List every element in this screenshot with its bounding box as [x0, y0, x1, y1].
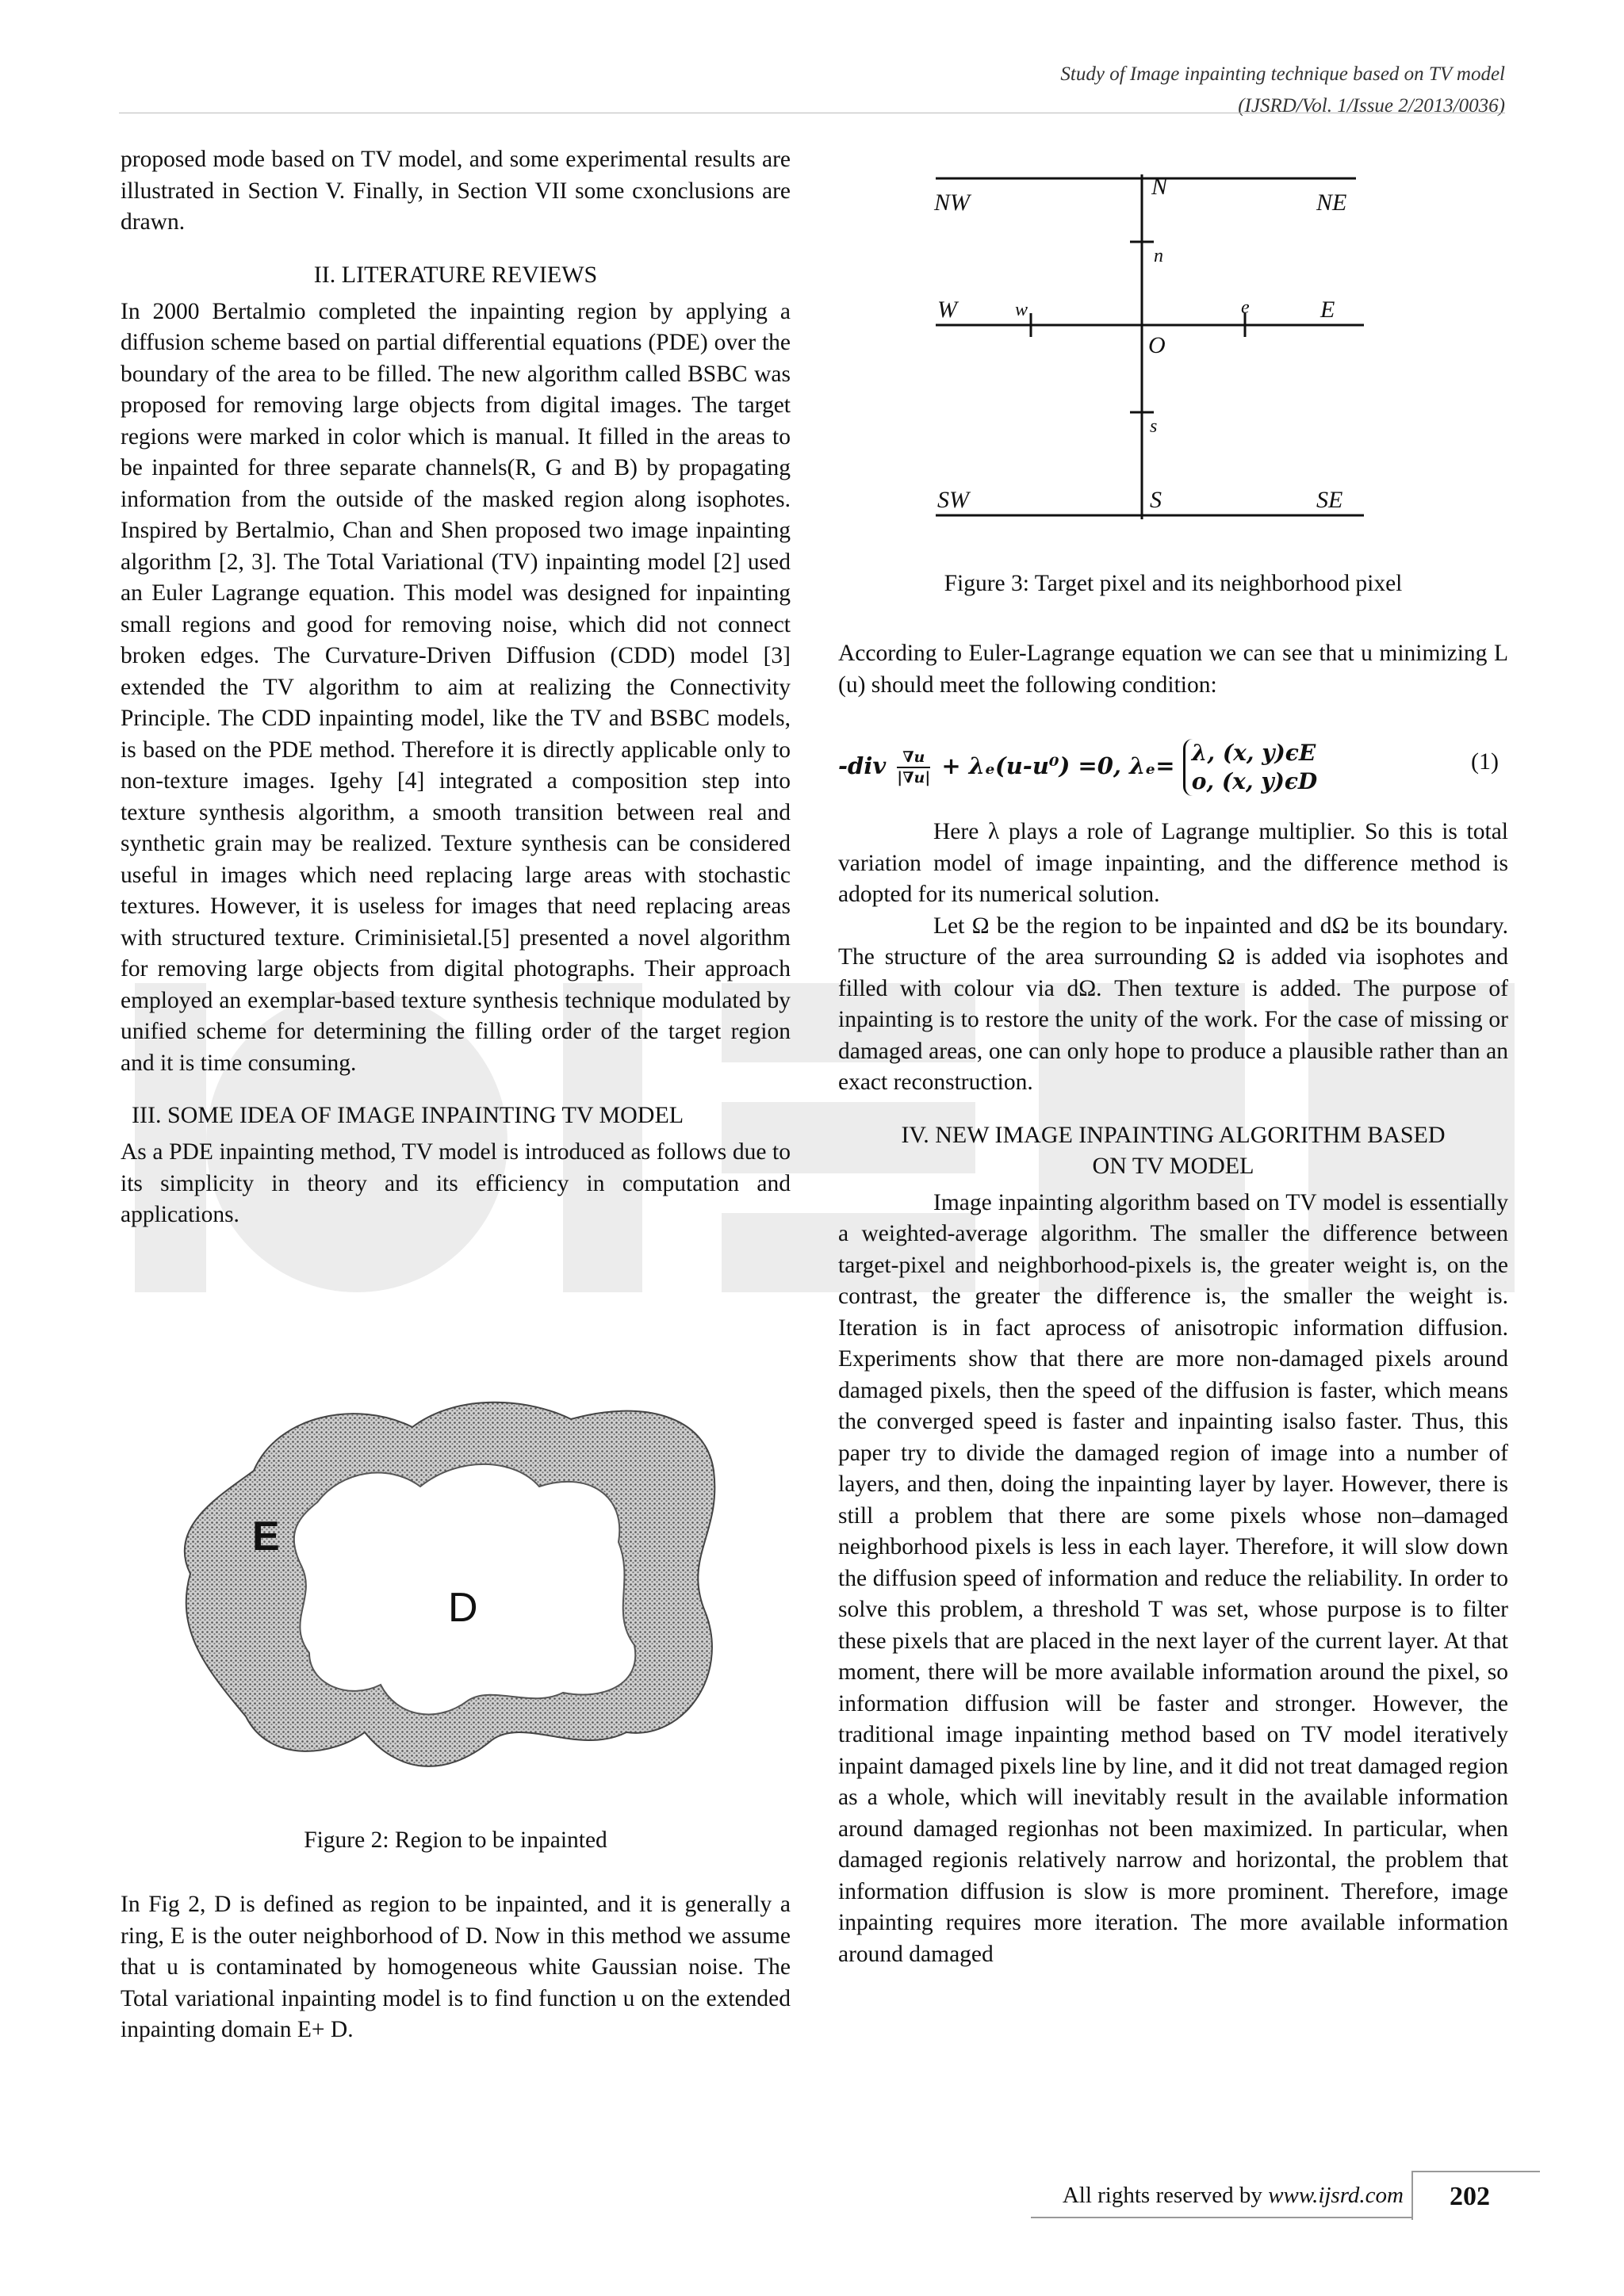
equation-fraction-numerator: ∇u: [897, 748, 930, 768]
omega-paragraph: Let Ω be the region to be inpainted and dΩ be its boundary. The structure of the area surrounding Ω is added via isophotes and filled with colour via dΩ. Then texture is added. The purpose of inpainting is to restore the unity of the work. For the case of missing or damaged areas, one can only hope to produce a plausible rather than an exact reconstruction.: [838, 913, 1508, 1095]
section-4-heading-line-1: IV. NEW IMAGE INPAINTING ALGORITHM BASED: [901, 1121, 1446, 1148]
footer-website-link[interactable]: www.ijsrd.com: [1268, 2183, 1404, 2208]
equation-div-term: -div: [838, 752, 887, 779]
footer-rule: [1031, 2217, 1411, 2218]
section-2-body: In 2000 Bertalmio completed the inpainting region by applying a diffusion scheme based on partial differential equations (PDE) over the boundary of the area to be filled. The new algorithm called BSBC was proposed for removing large objects from digital images. The target regions were marked in color which is manual. It filled in the areas to be inpainted for three separate channels(R, G and B) by propagating information from the outside of the masked region along isophotes. Inspired by Bertalmio, Chan and Shen proposed two image inpainting algorithm [2, 3]. The Total Variational (TV) inpainting model [2] used an Euler Lagrange equation. This model was designed for inpainting small regions and good for removing noise, which did not connect broken edges. The Curvature-Driven Diffusion (CDD) model [3] extended the TV algorithm to aim at realizing the Connectivity Principle. The CDD inpainting model, like the TV and BSBC models, is based on the PDE method. Therefore it is directly applicable only to non-texture images. Igehy [4] integrated a composition step into texture synthesis algorithm, a smooth transition between real and synthetic grain may be realized. Texture synthesis can be considered useful in images which need replacing large areas with stochastic textures. However, it is useless for images that need replacing areas with structured texture. Criminisietal.[5] presented a novel algorithm for removing large objects from digital photographs. Their approach employed an exemplar-based texture synthesis technique modulated by unified scheme for determining the filling order of the target region and it is time consuming.: [121, 298, 791, 1076]
figure-3-label-w: W: [937, 297, 957, 323]
figure-3-label-o: O: [1148, 332, 1166, 358]
equation-body: + λₑ(u-u⁰) =0, λₑ=: [941, 752, 1175, 779]
left-column: [121, 144, 791, 1231]
footer-rights-label: All rights reserved by: [1062, 2183, 1262, 2208]
section-3-body: As a PDE inpainting method, TV model is introduced as follows due to its simplicity in theory and its efficiency in computation and applications.: [121, 1139, 791, 1227]
header-title: Study of Image inpainting technique based on TV model: [1060, 63, 1505, 85]
equation-number: (1): [1471, 748, 1499, 775]
figure-3-label-e-small: e: [1241, 297, 1250, 318]
section-4-heading-line-2: ON TV MODEL: [1092, 1152, 1254, 1179]
figure-3-label-s: S: [1150, 487, 1162, 513]
header-issue: (IJSRD/Vol. 1/Issue 2/2013/0036): [1238, 95, 1505, 117]
figure-3-label-ne: NE: [1316, 189, 1347, 216]
figure-3-label-n-small: n: [1154, 246, 1163, 266]
section-4-heading: [838, 1119, 1508, 1181]
intro-paragraph: proposed mode based on TV model, and some experimental results are illustrated in Section V. Finally, in Section VII some cxonclusions are drawn.: [121, 147, 791, 235]
section-2-heading: II. LITERATURE REVIEWS: [313, 261, 598, 288]
equation-1: [838, 731, 1508, 798]
figure-3-label-nw: NW: [934, 189, 970, 216]
figure-3-label-sw: SW: [937, 487, 969, 513]
equation-case-1: λ, (x, y)ϵE: [1191, 740, 1316, 766]
figure-2-label-D: D: [448, 1585, 478, 1631]
figure-3-label-w-small: w: [1015, 300, 1028, 320]
lagrange-paragraph: Here λ plays a role of Lagrange multiplier. So this is total variation model of image inpainting, and the difference method is adopted for its numerical solution.: [838, 819, 1508, 907]
equation-fraction: [897, 748, 930, 787]
figure-2-region-diagram: [159, 1383, 761, 1804]
page-number: 202: [1450, 2182, 1490, 2211]
figure-2-caption: Figure 2: Region to be inpainted: [304, 1827, 607, 1853]
section-3-heading: III. SOME IDEA OF IMAGE INPAINTING TV MODEL: [132, 1102, 684, 1128]
figure-2-explanation: In Fig 2, D is defined as region to be inpainted, and it is generally a ring, E is the outer neighborhood of D. Now in this method we assume that u is contaminated by homogeneous white Gaussian noise. The Total variational inpainting model is to find function u on the extended inpainting domain E+ D.: [121, 1892, 791, 2042]
figure-3-label-se: SE: [1316, 487, 1343, 513]
footer-rights: [1063, 2183, 1404, 2209]
right-column: [838, 817, 1508, 1970]
section-4-body: Image inpainting algorithm based on TV model is essentially a weighted-average algorithm. The smaller the difference between target-pixel and neighborhood-pixels is, the greater weight is, on the contrast, the greater the difference is, the smaller the weight is. Iteration is in fact aprocess of anisotropic information diffusion. Experiments show that there are more non-damaged pixels around damaged pixels, then the speed of the diffusion is faster, which means the converged speed is faster and inpainting isalso faster. Thus, this paper try to divide the damaged region of image into a number of layers, and then, doing the inpainting layer by layer. However, there is still a problem that there are some pixels whose non–damaged neighborhood pixels is less in each layer. Therefore, it will slow down the diffusion speed of information and reduce the reliability. In order to solve this problem, a threshold T was set, whose purpose is to filter these pixels that are placed in the next layer of the current layer. At that moment, there will be more available information around the pixel, so information diffusion will be faster and stronger. However, the traditional image inpainting method based on TV model iteratively inpaint damaged pixels line by line, and it did not treat damaged region as a whole, which will inevitably result in the available information around damaged regionhas not been maximized. In particular, when damaged regionis relatively narrow and horizontal, the problem that information diffusion is slow is more prominent. Therefore, image inpainting requires more iteration. The more available information around damaged: [838, 1189, 1508, 1967]
figure-3-label-s-small: s: [1150, 416, 1158, 437]
euler-lagrange-paragraph: According to Euler-Lagrange equation we can see that u minimizing L (u) should meet the following condition:: [838, 641, 1508, 698]
equation-cases: [1183, 739, 1317, 796]
figure-3-neighborhood-diagram: [928, 159, 1372, 531]
figure-2-label-E: E: [252, 1513, 280, 1559]
figure-3-label-e: E: [1320, 297, 1335, 323]
figure-3-label-n: N: [1151, 174, 1168, 200]
figure-3-caption: Figure 3: Target pixel and its neighborhood pixel: [944, 571, 1403, 596]
equation-case-2: o, (x, y)ϵD: [1191, 768, 1318, 794]
equation-fraction-denominator: |∇u|: [897, 769, 931, 786]
